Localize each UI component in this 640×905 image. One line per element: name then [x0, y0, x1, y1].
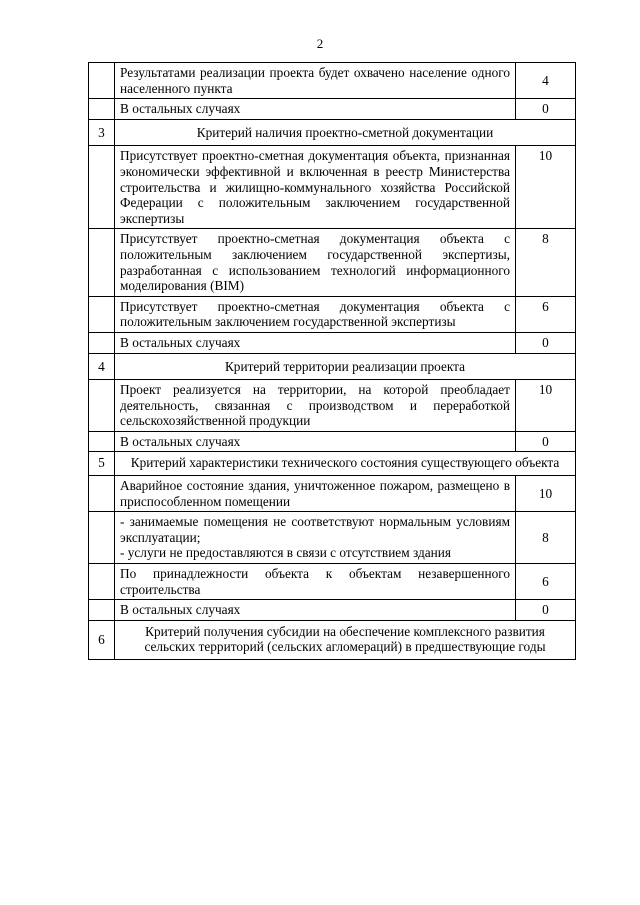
row-number-cell [89, 63, 115, 99]
criterion-title: Критерий получения субсидии на обеспечение комплексного развития сельских территорий (сельских агломераций) в предшествующие годы [115, 620, 576, 659]
criterion-option-text: Присутствует проектно-сметная документация объекта с положительным заключением государственной экспертизы [115, 296, 516, 332]
criterion-option-text: В остальных случаях [115, 332, 516, 353]
table-row [89, 332, 576, 353]
criterion-title: Критерий характеристики технического состояния существующего объекта [115, 452, 576, 476]
table-row [89, 600, 576, 621]
row-number-cell [89, 99, 115, 120]
criterion-number: 5 [89, 452, 115, 476]
row-number-cell [89, 600, 115, 621]
criterion-header-row [89, 119, 576, 146]
criterion-number: 4 [89, 353, 115, 380]
row-number-cell [89, 431, 115, 452]
option-line: - занимаемые помещения не соответствуют нормальным условиям эксплуатации; [120, 514, 510, 545]
criteria-table [88, 62, 576, 660]
score-cell: 0 [516, 431, 576, 452]
score-cell: 8 [516, 229, 576, 296]
row-number-cell [89, 380, 115, 432]
row-number-cell [89, 229, 115, 296]
table-row [89, 476, 576, 512]
criterion-option-text [115, 512, 516, 564]
score-cell: 10 [516, 476, 576, 512]
criterion-number: 6 [89, 620, 115, 659]
criterion-header-row [89, 452, 576, 476]
score-cell: 4 [516, 63, 576, 99]
criterion-title: Критерий территории реализации проекта [115, 353, 576, 380]
score-cell: 6 [516, 296, 576, 332]
table-row [89, 229, 576, 296]
row-number-cell [89, 332, 115, 353]
criterion-number: 3 [89, 119, 115, 146]
option-line: - услуги не предоставляются в связи с отсутствием здания [120, 545, 451, 561]
criterion-header-row [89, 620, 576, 659]
row-number-cell [89, 512, 115, 564]
criterion-option-text: В остальных случаях [115, 431, 516, 452]
score-cell: 10 [516, 380, 576, 432]
criterion-option-text: Результатами реализации проекта будет охвачено население одного населенного пункта [115, 63, 516, 99]
score-cell: 8 [516, 512, 576, 564]
table-row [89, 380, 576, 432]
table-row [89, 99, 576, 120]
row-number-cell [89, 564, 115, 600]
table-row [89, 431, 576, 452]
criterion-option-text: Присутствует проектно-сметная документация объекта, признанная экономически эффективной и включенная в реестр Министерства строительства и жилищно-коммунального хозяйства Российской Федерации с положительным заключением государственной экспертизы [115, 146, 516, 229]
criterion-option-text: В остальных случаях [115, 99, 516, 120]
row-number-cell [89, 146, 115, 229]
table-row [89, 296, 576, 332]
row-number-cell [89, 296, 115, 332]
table-row [89, 146, 576, 229]
row-number-cell [89, 476, 115, 512]
criterion-option-text: Аварийное состояние здания, уничтоженное пожаром, размещено в приспособленном помещении [115, 476, 516, 512]
criterion-title: Критерий наличия проектно-сметной документации [115, 119, 576, 146]
criterion-option-text: Проект реализуется на территории, на которой преобладает деятельность, связанная с производством и переработкой сельскохозяйственной продукции [115, 380, 516, 432]
score-cell: 6 [516, 564, 576, 600]
page-number: 2 [316, 36, 324, 51]
table-row [89, 512, 576, 564]
score-cell: 0 [516, 332, 576, 353]
score-cell: 10 [516, 146, 576, 229]
table-row [89, 63, 576, 99]
criterion-option-text: По принадлежности объекта к объектам незавершенного строительства [115, 564, 516, 600]
criterion-header-row [89, 353, 576, 380]
table-row [89, 564, 576, 600]
score-cell: 0 [516, 600, 576, 621]
criterion-option-text: В остальных случаях [115, 600, 516, 621]
criterion-option-text: Присутствует проектно-сметная документация объекта с положительным заключением государственной экспертизы, разработанная с использованием технологий информационного моделирования (BIM) [115, 229, 516, 296]
score-cell: 0 [516, 99, 576, 120]
